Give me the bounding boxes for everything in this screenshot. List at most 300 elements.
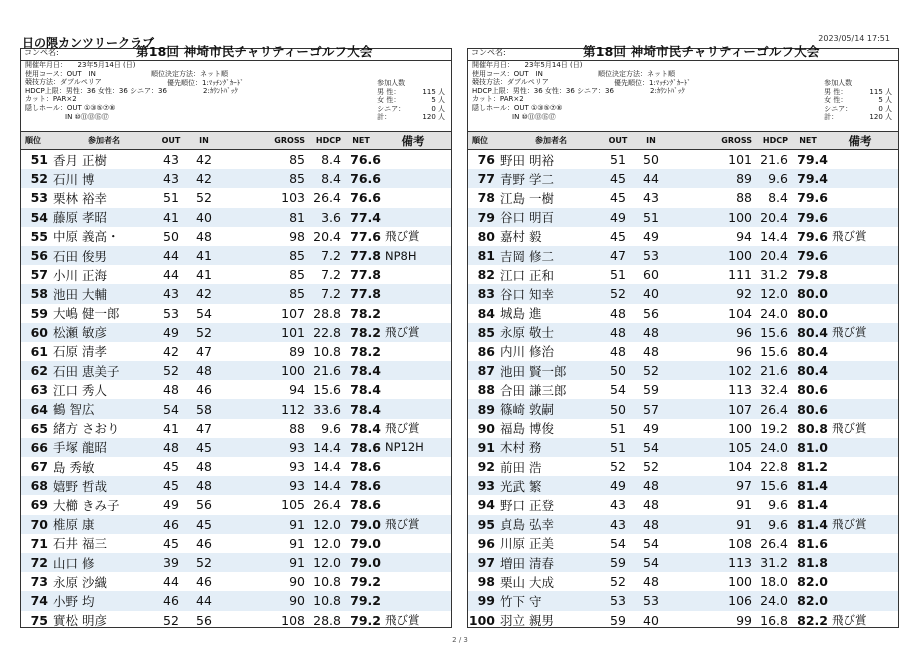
cell-hdcp: 15.6 xyxy=(760,478,788,494)
cell-in: 56 xyxy=(196,612,212,628)
cell-gross: 88 xyxy=(289,420,305,436)
table-row xyxy=(21,438,451,457)
cell-gross: 111 xyxy=(728,267,752,283)
cell-net: 76.6 xyxy=(350,152,381,168)
cell-net: 79.2 xyxy=(350,593,381,609)
cell-in: 53 xyxy=(643,593,659,609)
cell-gross: 85 xyxy=(289,267,305,283)
cell-out: 50 xyxy=(610,363,626,379)
cell-hdcp: 10.8 xyxy=(313,343,341,359)
cell-out: 46 xyxy=(163,516,179,532)
cell-out: 50 xyxy=(163,228,179,244)
cell-hdcp: 14.4 xyxy=(760,228,788,244)
club-name: 日の隈カンツリークラブ xyxy=(22,36,155,50)
participant-counts: 参加人数 男 性： 115 人 女 性： 5 人 シニア： 0 人 計： 120 人 xyxy=(377,79,445,122)
cell-gross: 113 xyxy=(728,382,752,398)
cell-out: 51 xyxy=(610,152,626,168)
cell-name: 野口 正登 xyxy=(500,497,554,513)
cell-out: 45 xyxy=(163,459,179,475)
cell-gross: 93 xyxy=(289,439,305,455)
table-row xyxy=(468,553,898,572)
cell-name: 前田 浩 xyxy=(500,459,542,475)
cell-note: 飛び賞 xyxy=(385,517,420,532)
cell-gross: 107 xyxy=(728,401,752,417)
cell-rank: 53 xyxy=(30,190,48,206)
results-sheet-left xyxy=(20,44,452,629)
cell-rank: 64 xyxy=(30,401,48,417)
table-row xyxy=(21,495,451,514)
cell-name: 池田 大輔 xyxy=(53,286,107,302)
cell-hdcp: 15.6 xyxy=(760,324,788,340)
cell-rank: 92 xyxy=(477,459,495,475)
cell-net: 78.4 xyxy=(350,382,381,398)
cell-net: 79.6 xyxy=(797,209,828,225)
cell-gross: 101 xyxy=(281,324,305,340)
cell-in: 49 xyxy=(643,228,659,244)
cell-hdcp: 22.8 xyxy=(313,324,341,340)
cell-net: 78.6 xyxy=(350,459,381,475)
cell-gross: 99 xyxy=(736,612,752,628)
table-row xyxy=(21,476,451,495)
results-table xyxy=(468,150,898,630)
table-row xyxy=(468,227,898,246)
cell-rank: 77 xyxy=(477,171,495,187)
cell-hdcp: 21.6 xyxy=(313,363,341,379)
page-number: 2 / 3 xyxy=(452,636,468,644)
competition-label: コンペ名: xyxy=(471,48,506,57)
cell-rank: 78 xyxy=(477,190,495,206)
cell-name: 島 秀敏 xyxy=(53,459,95,475)
table-row xyxy=(21,591,451,610)
hdcp-limit: HDCP上限：男性：36 女性：36 シニア：36 xyxy=(25,86,167,95)
cell-net: 80.6 xyxy=(797,382,828,398)
hidden-holes-out: 隠しホール：OUT ①③⑤⑦⑧ xyxy=(25,103,116,112)
cell-note: 飛び賞 xyxy=(385,613,420,628)
cell-hdcp: 21.6 xyxy=(760,363,788,379)
cell-name: 嬉野 哲哉 xyxy=(53,478,107,494)
cell-net: 79.4 xyxy=(797,171,828,187)
table-row xyxy=(468,188,898,207)
cell-rank: 98 xyxy=(477,574,495,590)
cell-note: NP12H xyxy=(385,440,424,455)
table-row xyxy=(21,188,451,207)
cell-net: 79.6 xyxy=(797,190,828,206)
cell-hdcp: 9.6 xyxy=(321,420,341,436)
cell-gross: 91 xyxy=(289,555,305,571)
cell-name: 香月 正樹 xyxy=(53,152,107,168)
cell-net: 79.2 xyxy=(350,574,381,590)
cell-net: 76.6 xyxy=(350,171,381,187)
cell-in: 45 xyxy=(196,516,212,532)
cell-hdcp: 20.4 xyxy=(760,248,788,264)
cell-hdcp: 26.4 xyxy=(313,497,341,513)
cell-note: 飛び賞 xyxy=(385,421,420,436)
table-row xyxy=(21,323,451,342)
cell-rank: 54 xyxy=(30,209,48,225)
cell-net: 78.2 xyxy=(350,324,381,340)
cell-rank: 96 xyxy=(477,535,495,551)
cell-out: 54 xyxy=(610,535,626,551)
cell-gross: 100 xyxy=(728,420,752,436)
table-row xyxy=(468,457,898,476)
table-row xyxy=(468,572,898,591)
column-header: 順位 参加者名 OUT IN GROSS HDCP NET 備考 xyxy=(468,132,898,150)
cell-net: 77.6 xyxy=(350,228,381,244)
cell-gross: 93 xyxy=(289,459,305,475)
table-row xyxy=(468,380,898,399)
cell-gross: 89 xyxy=(736,171,752,187)
cell-in: 48 xyxy=(643,478,659,494)
cell-in: 40 xyxy=(643,612,659,628)
table-row xyxy=(468,438,898,457)
cell-gross: 103 xyxy=(281,190,305,206)
cell-net: 80.6 xyxy=(797,401,828,417)
cell-name: 谷口 知幸 xyxy=(500,286,554,302)
cell-out: 43 xyxy=(163,286,179,302)
cell-out: 43 xyxy=(163,171,179,187)
cell-gross: 104 xyxy=(728,305,752,321)
cell-net: 79.0 xyxy=(350,516,381,532)
table-row xyxy=(468,419,898,438)
cell-hdcp: 7.2 xyxy=(321,267,341,283)
cell-out: 49 xyxy=(163,497,179,513)
cell-in: 52 xyxy=(196,555,212,571)
cell-name: 栗林 裕幸 xyxy=(53,190,107,206)
cell-out: 48 xyxy=(610,305,626,321)
table-row xyxy=(21,284,451,303)
cell-hdcp: 20.4 xyxy=(760,209,788,225)
cell-net: 80.0 xyxy=(797,286,828,302)
cell-net: 78.4 xyxy=(350,401,381,417)
cell-gross: 100 xyxy=(728,209,752,225)
cell-net: 82.2 xyxy=(797,612,828,628)
priority-2: 2:ｶｳﾝﾄﾊﾞｯｸ xyxy=(203,87,238,96)
table-row xyxy=(468,304,898,323)
cell-note: 飛び賞 xyxy=(385,229,420,244)
hidden-holes-in: IN ⑩⑪⑬⑮⑰ xyxy=(512,112,556,121)
cell-in: 48 xyxy=(643,324,659,340)
cell-hdcp: 26.4 xyxy=(760,401,788,417)
cell-hdcp: 15.6 xyxy=(313,382,341,398)
cell-rank: 84 xyxy=(477,305,495,321)
cell-in: 47 xyxy=(196,420,212,436)
cell-net: 79.6 xyxy=(797,248,828,264)
cell-in: 52 xyxy=(643,459,659,475)
cell-rank: 73 xyxy=(30,574,48,590)
cell-name: 野田 明裕 xyxy=(500,152,554,168)
cell-note: NP8H xyxy=(385,248,417,263)
cell-net: 80.0 xyxy=(797,305,828,321)
cell-rank: 89 xyxy=(477,401,495,417)
cell-in: 40 xyxy=(196,209,212,225)
cell-in: 42 xyxy=(196,152,212,168)
cell-name: 羽立 親男 xyxy=(500,613,554,629)
cell-gross: 93 xyxy=(289,478,305,494)
cell-hdcp: 12.0 xyxy=(313,535,341,551)
cell-gross: 108 xyxy=(281,612,305,628)
cell-rank: 82 xyxy=(477,267,495,283)
cell-in: 56 xyxy=(643,305,659,321)
cell-gross: 97 xyxy=(736,478,752,494)
cell-name: 嘉村 毅 xyxy=(500,229,542,245)
cell-out: 52 xyxy=(610,574,626,590)
cell-out: 42 xyxy=(163,343,179,359)
cell-out: 49 xyxy=(610,478,626,494)
cell-gross: 105 xyxy=(728,439,752,455)
cell-hdcp: 21.6 xyxy=(760,152,788,168)
cell-hdcp: 15.6 xyxy=(760,343,788,359)
cell-name: 竹下 守 xyxy=(500,593,542,609)
table-row xyxy=(468,284,898,303)
cell-out: 51 xyxy=(163,190,179,206)
cell-rank: 65 xyxy=(30,420,48,436)
cell-hdcp: 12.0 xyxy=(313,516,341,532)
cell-hdcp: 24.0 xyxy=(760,305,788,321)
cell-out: 43 xyxy=(163,152,179,168)
cell-hdcp: 19.2 xyxy=(760,420,788,436)
cell-name: 松瀬 敏彦 xyxy=(53,325,107,341)
cell-gross: 88 xyxy=(736,190,752,206)
cell-gross: 107 xyxy=(281,305,305,321)
cell-rank: 100 xyxy=(468,612,495,628)
cell-gross: 91 xyxy=(289,516,305,532)
results-sheet-right xyxy=(467,44,899,629)
cell-net: 77.4 xyxy=(350,209,381,225)
cell-hdcp: 26.4 xyxy=(313,190,341,206)
cell-net: 79.8 xyxy=(797,267,828,283)
cell-name: 石川 博 xyxy=(53,171,95,187)
cell-name: 石原 清孝 xyxy=(53,344,107,360)
cell-in: 52 xyxy=(643,363,659,379)
cell-net: 81.4 xyxy=(797,497,828,513)
cell-name: 永原 沙織 xyxy=(53,574,107,590)
cell-in: 44 xyxy=(643,171,659,187)
cell-rank: 58 xyxy=(30,286,48,302)
cell-in: 48 xyxy=(196,363,212,379)
cell-net: 79.0 xyxy=(350,535,381,551)
cell-hdcp: 12.0 xyxy=(760,286,788,302)
cell-rank: 75 xyxy=(30,612,48,628)
cell-rank: 97 xyxy=(477,555,495,571)
cell-hdcp: 32.4 xyxy=(760,382,788,398)
cell-note: 飛び賞 xyxy=(832,325,867,340)
priority-1: 優先順位：1:ﾏｯﾁﾝｸﾞｶｰﾄﾞ xyxy=(167,78,244,87)
cell-name: 緒方 さおり xyxy=(53,421,120,437)
cell-gross: 100 xyxy=(728,574,752,590)
cell-in: 48 xyxy=(643,516,659,532)
cell-gross: 94 xyxy=(289,382,305,398)
cell-in: 51 xyxy=(643,209,659,225)
cell-name: 増田 清春 xyxy=(500,555,554,571)
cell-out: 51 xyxy=(610,267,626,283)
cell-hdcp: 31.2 xyxy=(760,267,788,283)
cell-gross: 96 xyxy=(736,324,752,340)
cell-gross: 106 xyxy=(728,593,752,609)
cell-out: 44 xyxy=(163,248,179,264)
cell-net: 81.6 xyxy=(797,535,828,551)
cell-in: 44 xyxy=(196,593,212,609)
table-row xyxy=(21,515,451,534)
cell-in: 58 xyxy=(196,401,212,417)
cell-hdcp: 12.0 xyxy=(313,555,341,571)
cell-gross: 112 xyxy=(281,401,305,417)
cell-rank: 83 xyxy=(477,286,495,302)
cell-hdcp: 31.2 xyxy=(760,555,788,571)
cell-rank: 70 xyxy=(30,516,48,532)
cell-out: 48 xyxy=(610,324,626,340)
table-row xyxy=(21,553,451,572)
cell-out: 50 xyxy=(610,401,626,417)
table-row xyxy=(468,611,898,630)
priority-2: 2:ｶｳﾝﾄﾊﾞｯｸ xyxy=(650,87,685,96)
cell-in: 42 xyxy=(196,286,212,302)
cell-out: 45 xyxy=(610,171,626,187)
cell-rank: 94 xyxy=(477,497,495,513)
cell-name: 貞島 弘幸 xyxy=(500,517,554,533)
cell-out: 49 xyxy=(610,209,626,225)
cell-out: 51 xyxy=(610,420,626,436)
cell-net: 80.8 xyxy=(797,420,828,436)
cell-rank: 88 xyxy=(477,382,495,398)
cell-hdcp: 3.6 xyxy=(321,209,341,225)
cell-gross: 100 xyxy=(728,248,752,264)
cell-out: 51 xyxy=(610,439,626,455)
cell-note: 飛び賞 xyxy=(832,421,867,436)
cell-rank: 76 xyxy=(477,152,495,168)
cell-out: 52 xyxy=(610,286,626,302)
table-row xyxy=(468,399,898,418)
table-row xyxy=(21,304,451,323)
cell-gross: 91 xyxy=(736,516,752,532)
cell-gross: 108 xyxy=(728,535,752,551)
cell-rank: 56 xyxy=(30,248,48,264)
cell-out: 44 xyxy=(163,267,179,283)
cell-name: 藤原 孝昭 xyxy=(53,210,107,226)
table-row xyxy=(468,534,898,553)
cell-rank: 90 xyxy=(477,420,495,436)
cell-note: 飛び賞 xyxy=(832,517,867,532)
table-row xyxy=(468,265,898,284)
cell-rank: 52 xyxy=(30,171,48,187)
cell-rank: 66 xyxy=(30,439,48,455)
cell-in: 48 xyxy=(643,343,659,359)
cell-out: 46 xyxy=(163,593,179,609)
cell-rank: 80 xyxy=(477,228,495,244)
cell-rank: 86 xyxy=(477,343,495,359)
cell-rank: 67 xyxy=(30,459,48,475)
scoring-method: 競技方法：ダブルペリア xyxy=(25,78,102,87)
cell-name: 鶴 智広 xyxy=(53,402,95,418)
cell-rank: 69 xyxy=(30,497,48,513)
printed-timestamp: 2023/05/14 17:51 xyxy=(818,34,890,43)
cell-name: 石井 福三 xyxy=(53,536,107,552)
table-row xyxy=(21,572,451,591)
cell-hdcp: 7.2 xyxy=(321,248,341,264)
table-row xyxy=(468,208,898,227)
table-row xyxy=(21,169,451,188)
cell-in: 59 xyxy=(643,382,659,398)
rank-method: 順位決定方法：ネット順 xyxy=(598,70,675,78)
cell-in: 54 xyxy=(196,305,212,321)
cell-in: 48 xyxy=(196,478,212,494)
cell-in: 49 xyxy=(643,420,659,436)
cell-name: 吉岡 修二 xyxy=(500,248,554,264)
cell-note: 飛び賞 xyxy=(832,229,867,244)
cell-in: 48 xyxy=(196,228,212,244)
cell-rank: 87 xyxy=(477,363,495,379)
cell-name: 内川 修治 xyxy=(500,344,554,360)
cell-net: 77.8 xyxy=(350,267,381,283)
table-row xyxy=(21,457,451,476)
table-row xyxy=(21,342,451,361)
cell-net: 79.4 xyxy=(797,152,828,168)
results-table xyxy=(21,150,451,630)
cell-gross: 101 xyxy=(728,152,752,168)
cell-rank: 68 xyxy=(30,478,48,494)
cell-rank: 79 xyxy=(477,209,495,225)
cell-out: 43 xyxy=(610,516,626,532)
cell-name: 篠崎 敦嗣 xyxy=(500,402,554,418)
cut-rule: カット：PAR×2 xyxy=(25,95,77,104)
cell-name: 大嶋 健一郎 xyxy=(53,306,120,322)
cell-rank: 51 xyxy=(30,152,48,168)
table-row xyxy=(468,323,898,342)
table-row xyxy=(468,476,898,495)
cell-net: 80.4 xyxy=(797,343,828,359)
cell-hdcp: 8.4 xyxy=(321,171,341,187)
cell-gross: 85 xyxy=(289,152,305,168)
cell-hdcp: 8.4 xyxy=(768,190,788,206)
cell-out: 41 xyxy=(163,209,179,225)
cell-gross: 113 xyxy=(728,555,752,571)
table-row xyxy=(468,515,898,534)
cell-name: 川原 正美 xyxy=(500,536,554,552)
table-row xyxy=(21,227,451,246)
cell-name: 江口 秀人 xyxy=(53,382,107,398)
cell-in: 54 xyxy=(643,555,659,571)
cell-gross: 94 xyxy=(736,228,752,244)
cell-gross: 104 xyxy=(728,459,752,475)
cell-out: 45 xyxy=(610,190,626,206)
cell-name: 石田 俊男 xyxy=(53,248,107,264)
cell-out: 45 xyxy=(163,478,179,494)
cell-out: 43 xyxy=(610,497,626,513)
cell-hdcp: 16.8 xyxy=(760,612,788,628)
cell-name: 實松 明彦 xyxy=(53,613,107,629)
cell-name: 大櫛 きみ子 xyxy=(53,497,120,513)
cell-net: 77.8 xyxy=(350,286,381,302)
cell-net: 80.4 xyxy=(797,324,828,340)
cell-net: 78.2 xyxy=(350,305,381,321)
cut-rule: カット：PAR×2 xyxy=(472,95,524,104)
cell-hdcp: 14.4 xyxy=(313,459,341,475)
cell-out: 48 xyxy=(610,343,626,359)
course-used: 使用コース：OUT IN xyxy=(472,69,543,78)
cell-in: 48 xyxy=(643,574,659,590)
cell-out: 49 xyxy=(163,324,179,340)
participant-counts: 参加人数 男 性： 115 人 女 性： 5 人 シニア： 0 人 計： 120 人 xyxy=(824,79,892,122)
hidden-holes-out: 隠しホール：OUT ①③⑤⑦⑧ xyxy=(472,103,563,112)
cell-out: 52 xyxy=(163,612,179,628)
cell-hdcp: 9.6 xyxy=(768,497,788,513)
cell-hdcp: 22.8 xyxy=(760,459,788,475)
table-row xyxy=(21,265,451,284)
cell-out: 39 xyxy=(163,555,179,571)
cell-out: 44 xyxy=(163,574,179,590)
table-row xyxy=(468,246,898,265)
competition-title: 第18回 神埼市民チャリティーゴルフ大会 xyxy=(583,44,820,59)
cell-rank: 72 xyxy=(30,555,48,571)
